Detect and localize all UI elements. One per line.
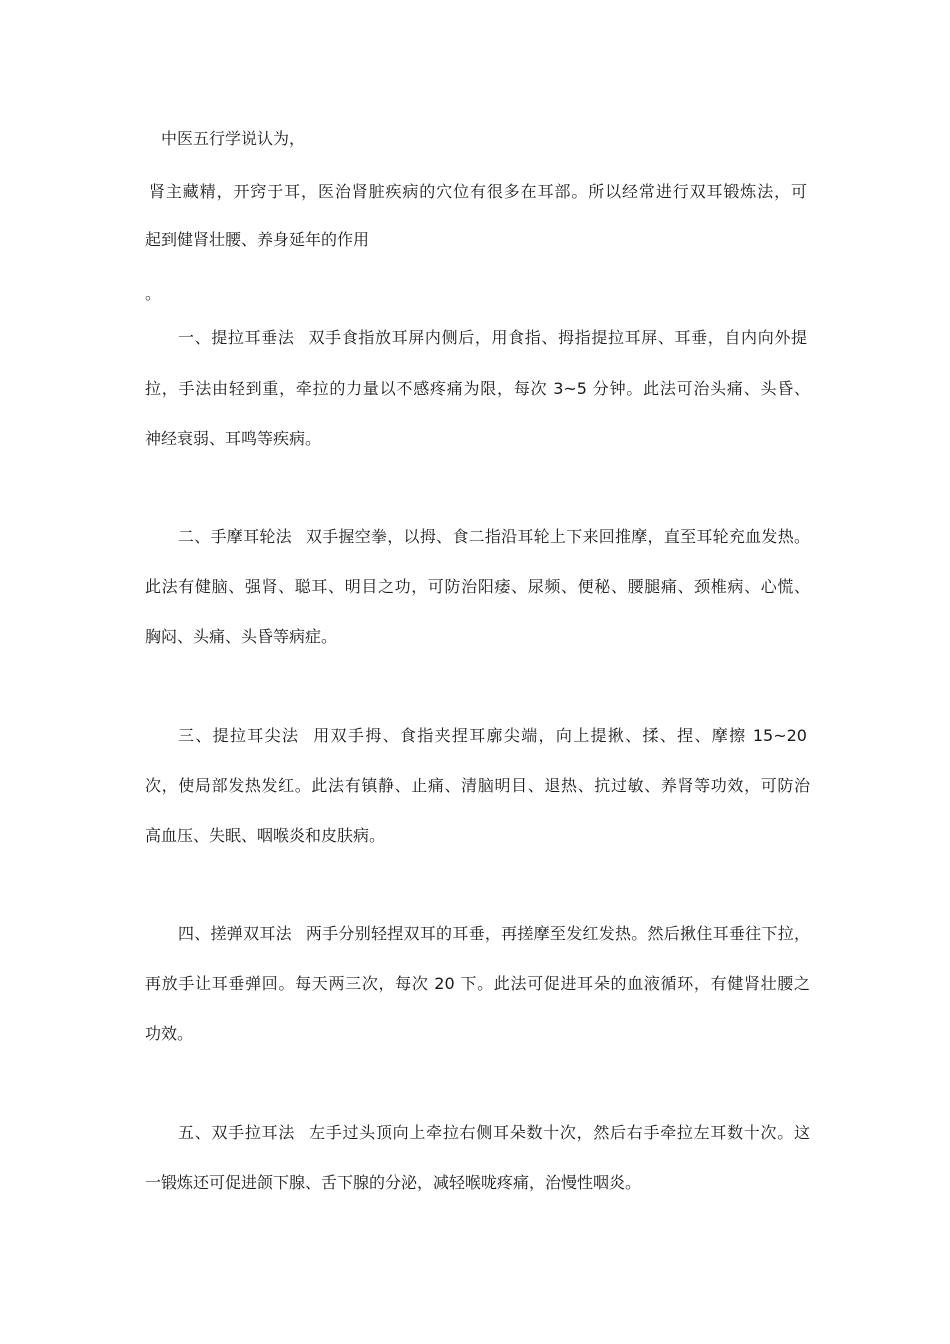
section-2-line-1	[178, 525, 810, 549]
section-1-text-1: 双手食指放耳屏内侧后，用食指、拇指提拉耳屏、耳垂，自内向外提	[308, 328, 807, 347]
section-2-text-1: 双手握空拳，以拇、食二指沿耳轮上下来回推摩，直至耳轮充血发热。	[305, 527, 810, 546]
section-5-text-1: 左手过头顶向上牵拉右侧耳朵数十次，然后右手牵拉左耳数十次。这	[309, 1123, 810, 1142]
intro-line-2b: 起到健肾壮腰、养身延年的作用	[145, 230, 370, 249]
section-2-title: 二、手摩耳轮法	[178, 527, 292, 546]
section-4-line-2: 再放手让耳垂弹回。每天两三次，每次 20 下。此法可促进耳朵的血液循环，有健肾壮腰之	[145, 974, 810, 993]
intro-line-2a: 肾主藏精，开窍于耳，医治肾脏疾病的穴位有很多在耳部。所以经常进行双耳锻炼法，可	[149, 182, 807, 201]
section-2-line-2: 此法有健脑、强肾、聪耳、明目之功，可防治阳痿、尿频、便秘、腰腿痛、颈椎病、心慌、	[145, 577, 810, 596]
section-3-line-2: 次，使局部发热发红。此法有镇静、止痛、清脑明目、退热、抗过敏、养肾等功效，可防治	[145, 776, 810, 795]
section-3-title: 三、提拉耳尖法	[178, 726, 300, 745]
intro-line-1: 中医五行学说认为，	[161, 129, 306, 148]
section-1-line-3: 神经衰弱、耳鸣等疾病。	[145, 429, 322, 448]
section-4-line-3: 功效。	[145, 1024, 194, 1043]
section-5-line-1	[178, 1121, 810, 1145]
section-3-text-1: 用双手拇、食指夹捏耳廓尖端，向上提揪、揉、捏、摩擦 15~20	[313, 726, 807, 745]
section-3-line-1	[178, 724, 807, 748]
section-1-line-2: 拉，手法由轻到重，牵拉的力量以不感疼痛为限，每次 3~5 分钟。此法可治头痛、头昏、	[145, 379, 810, 398]
section-4-line-1	[178, 922, 810, 946]
section-1-line-1	[178, 326, 807, 350]
section-4-text-1: 两手分别轻捏双耳的耳垂，再搓摩至发红发热。然后揪住耳垂往下拉，	[305, 924, 810, 943]
section-3-line-3: 高血压、失眠、咽喉炎和皮肤病。	[145, 826, 386, 845]
section-5-title: 五、双手拉耳法	[178, 1123, 296, 1142]
section-2-line-3: 胸闷、头痛、头昏等病症。	[145, 627, 338, 646]
section-4-title: 四、搓弹双耳法	[178, 924, 292, 943]
intro-line-3: 。	[145, 284, 162, 303]
section-1-title: 一、提拉耳垂法	[178, 328, 295, 347]
section-5-line-2: 一锻炼还可促进颌下腺、舌下腺的分泌，减轻喉咙疼痛，治慢性咽炎。	[145, 1173, 642, 1192]
